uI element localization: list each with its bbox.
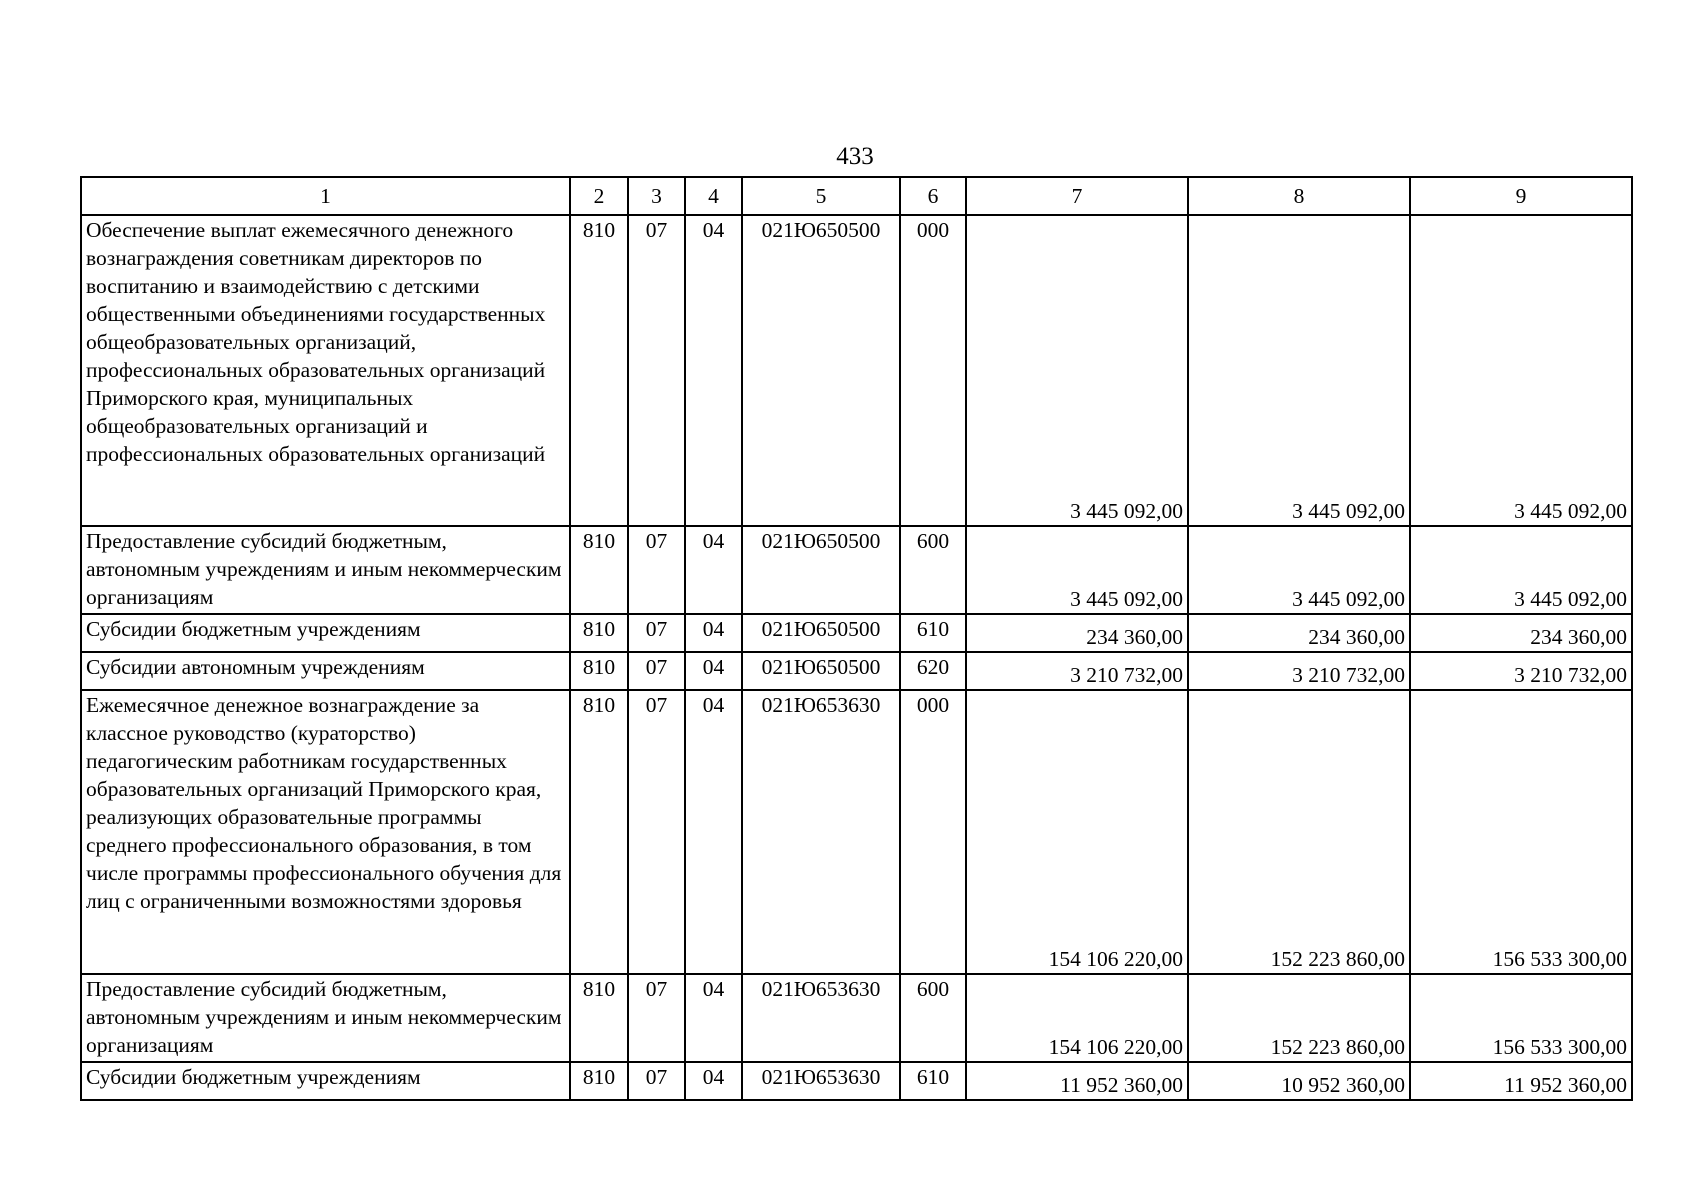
code-cell-6: 610 [900, 614, 966, 652]
code-cell-6: 600 [900, 526, 966, 614]
code-cell-2: 810 [570, 614, 628, 652]
amount-cell-9: 156 533 300,00 [1410, 974, 1632, 1062]
amount-cell-8: 3 210 732,00 [1188, 652, 1410, 690]
header-cell-7: 7 [966, 177, 1188, 215]
code-cell-4: 04 [685, 690, 742, 974]
code-cell-3: 07 [628, 974, 685, 1062]
table-header-row [81, 177, 1632, 215]
code-cell-3: 07 [628, 690, 685, 974]
amount-cell-7: 3 445 092,00 [966, 526, 1188, 614]
code-cell-5: 021Ю653630 [742, 690, 900, 974]
page-number: 433 [836, 143, 874, 170]
amount-cell-8: 152 223 860,00 [1188, 974, 1410, 1062]
code-cell-4: 04 [685, 614, 742, 652]
table-row [81, 974, 1632, 1062]
code-cell-5: 021Ю650500 [742, 614, 900, 652]
amount-cell-9: 156 533 300,00 [1410, 690, 1632, 974]
amount-cell-9: 11 952 360,00 [1410, 1062, 1632, 1100]
header-cell-9: 9 [1410, 177, 1632, 215]
header-cell-5: 5 [742, 177, 900, 215]
row-name-cell: Ежемесячное денежное вознаграждение за классное руководство (кураторство) педагогическим работникам государственных образовательных организаций Приморского края, реализующих образовательные программы среднего профессионального образования, в том числе программы профессионального обучения для лиц с ограниченными возможностями здоровья [81, 690, 570, 974]
table-row [81, 526, 1632, 614]
code-cell-6: 000 [900, 690, 966, 974]
amount-cell-7: 154 106 220,00 [966, 690, 1188, 974]
code-cell-2: 810 [570, 526, 628, 614]
amount-cell-8: 152 223 860,00 [1188, 690, 1410, 974]
table-row [81, 215, 1632, 526]
amount-cell-7: 11 952 360,00 [966, 1062, 1188, 1100]
code-cell-2: 810 [570, 690, 628, 974]
code-cell-2: 810 [570, 974, 628, 1062]
code-cell-6: 600 [900, 974, 966, 1062]
header-cell-3: 3 [628, 177, 685, 215]
code-cell-6: 610 [900, 1062, 966, 1100]
header-cell-2: 2 [570, 177, 628, 215]
header-cell-1: 1 [81, 177, 570, 215]
amount-cell-7: 154 106 220,00 [966, 974, 1188, 1062]
code-cell-5: 021Ю650500 [742, 652, 900, 690]
code-cell-3: 07 [628, 215, 685, 526]
code-cell-3: 07 [628, 1062, 685, 1100]
amount-cell-8: 10 952 360,00 [1188, 1062, 1410, 1100]
code-cell-2: 810 [570, 1062, 628, 1100]
code-cell-3: 07 [628, 614, 685, 652]
table-row [81, 614, 1632, 652]
amount-cell-9: 3 210 732,00 [1410, 652, 1632, 690]
table-row [81, 1062, 1632, 1100]
row-name-cell: Субсидии автономным учреждениям [81, 652, 570, 690]
code-cell-2: 810 [570, 652, 628, 690]
row-name-cell: Предоставление субсидий бюджетным, автономным учреждениям и иным некоммерческим организациям [81, 526, 570, 614]
code-cell-6: 000 [900, 215, 966, 526]
code-cell-4: 04 [685, 974, 742, 1062]
amount-cell-9: 3 445 092,00 [1410, 215, 1632, 526]
header-cell-4: 4 [685, 177, 742, 215]
row-name-cell: Предоставление субсидий бюджетным, автономным учреждениям и иным некоммерческим организациям [81, 974, 570, 1062]
table-row [81, 652, 1632, 690]
header-cell-8: 8 [1188, 177, 1410, 215]
amount-cell-8: 234 360,00 [1188, 614, 1410, 652]
code-cell-4: 04 [685, 215, 742, 526]
row-name-cell: Субсидии бюджетным учреждениям [81, 614, 570, 652]
code-cell-4: 04 [685, 1062, 742, 1100]
amount-cell-7: 234 360,00 [966, 614, 1188, 652]
amount-cell-8: 3 445 092,00 [1188, 215, 1410, 526]
code-cell-6: 620 [900, 652, 966, 690]
budget-table [80, 176, 1633, 1101]
header-cell-6: 6 [900, 177, 966, 215]
code-cell-5: 021Ю650500 [742, 215, 900, 526]
code-cell-4: 04 [685, 526, 742, 614]
amount-cell-7: 3 445 092,00 [966, 215, 1188, 526]
code-cell-2: 810 [570, 215, 628, 526]
amount-cell-8: 3 445 092,00 [1188, 526, 1410, 614]
code-cell-4: 04 [685, 652, 742, 690]
amount-cell-9: 234 360,00 [1410, 614, 1632, 652]
code-cell-5: 021Ю653630 [742, 1062, 900, 1100]
amount-cell-9: 3 445 092,00 [1410, 526, 1632, 614]
code-cell-3: 07 [628, 526, 685, 614]
code-cell-5: 021Ю650500 [742, 526, 900, 614]
row-name-cell: Субсидии бюджетным учреждениям [81, 1062, 570, 1100]
code-cell-5: 021Ю653630 [742, 974, 900, 1062]
amount-cell-7: 3 210 732,00 [966, 652, 1188, 690]
row-name-cell: Обеспечение выплат ежемесячного денежного вознаграждения советникам директоров по воспитанию и взаимодействию с детскими общественными объединениями государственных общеобразовательных организаций, профессиональных образовательных организаций Приморского края, муниципальных общеобразовательных организаций и профессиональных образовательных организаций [81, 215, 570, 526]
table-row [81, 690, 1632, 974]
code-cell-3: 07 [628, 652, 685, 690]
